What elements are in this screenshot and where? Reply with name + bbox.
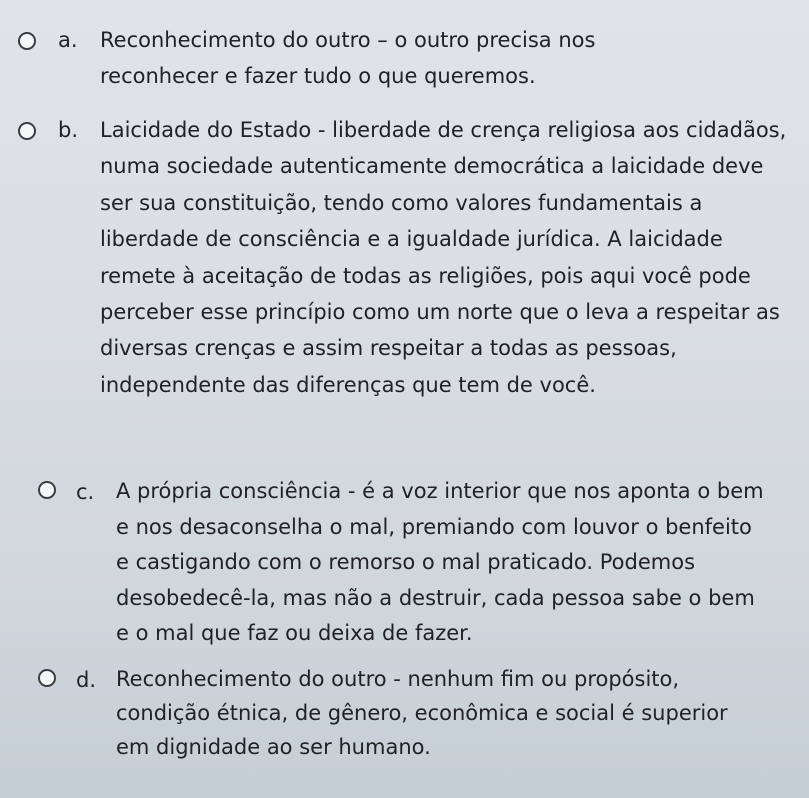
- option-text-a: Reconhecimento do outro – o outro precisa nos reconhecer e fazer tudo o que queremos.: [100, 28, 596, 89]
- option-letter-b: b.: [58, 118, 79, 142]
- option-text-d: Reconhecimento do outro - nenhum fim ou propósito, condição étnica, de gênero, econômica e social é superior em dignidade ao ser humano.: [116, 667, 728, 759]
- radio-button-d[interactable]: [38, 669, 56, 687]
- option-letter-c: c.: [76, 480, 95, 504]
- answer-option-c[interactable]: [0, 474, 809, 654]
- answer-option-a[interactable]: [0, 22, 809, 102]
- option-text-c: A própria consciência - é a voz interior que nos aponta o bem e nos desaconselha o mal, premiando com louvor o benfeito e castigando com o remorso o mal praticado. Podemos desobedecê-la, mas não a destruir, cada pessoa sabe o bem e o mal que faz ou deixa de fazer.: [116, 479, 764, 646]
- option-text-b: Laicidade do Estado - liberdade de crença religiosa aos cidadãos, numa sociedade autenticamente democrática a laicidade deve ser sua constituição, tendo como valores fundamentais a liberdade de consciência e a igualdade jurídica. A laicidade remete à aceitação de todas as religiões, pois aqui você pode perceber esse princípio como um norte que o leva a respeitar as diversas crenças e assim respeitar a todas as pessoas, independente das diferenças que tem de você.: [100, 118, 787, 397]
- option-letter-a: a.: [58, 28, 78, 52]
- radio-button-b[interactable]: [18, 122, 36, 140]
- option-letter-d: d.: [76, 668, 97, 692]
- answer-option-b[interactable]: [0, 112, 809, 457]
- answer-option-d[interactable]: [0, 662, 809, 772]
- radio-button-c[interactable]: [38, 481, 56, 499]
- radio-button-a[interactable]: [18, 32, 36, 50]
